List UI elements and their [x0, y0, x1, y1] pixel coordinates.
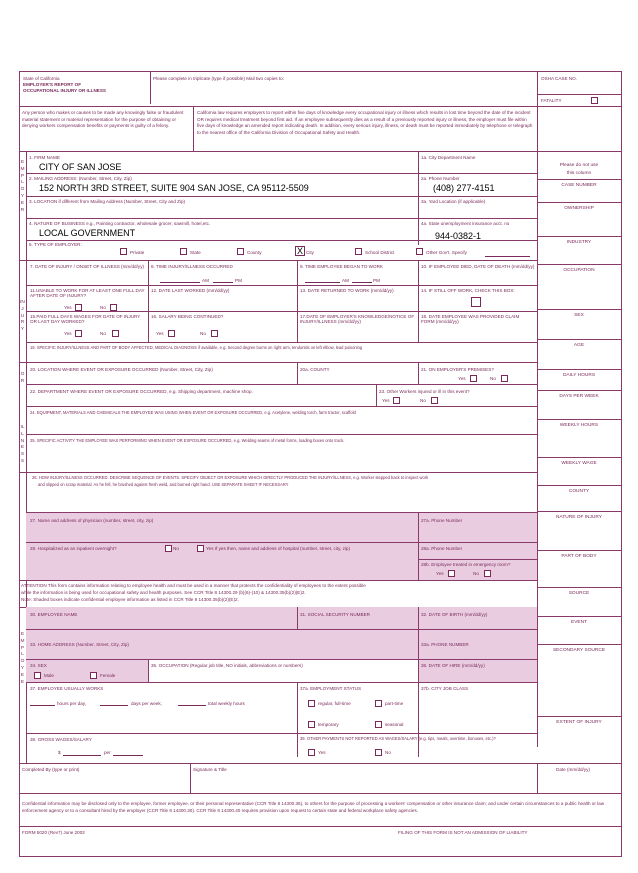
rc-item-3: OCCUPATION: [563, 268, 595, 273]
l11-no-box[interactable]: [110, 304, 117, 311]
still-off-checkbox[interactable]: [471, 297, 481, 307]
premises-label: 21. ON EMPLOYER'S PREMISES?: [421, 367, 494, 372]
county-label: 20a. COUNTY: [300, 367, 330, 372]
male-label: Male: [44, 673, 54, 678]
employee-name-label: 30. EMPLOYEE NAME: [30, 612, 78, 617]
how-occurred-label: 26. HOW INJURY/ILLNESS OCCURRED. DESCRIBE SEQUENCE OF EVENTS. SPECIFY OBJECT OR EXPOSURE WHICH DIRECTLY PRODUCED THE INJURY/ILLNESS, e.g. Worker stepped back to inspect work: [32, 475, 429, 480]
l39-yes: Yes: [318, 750, 326, 755]
claim-form-date-label: 18. DATE EMPLOYEE WAS PROVIDED CLAIM FORM (mm/dd/yy): [421, 314, 520, 325]
rc-item-4: SEX: [574, 313, 584, 318]
type-city: City: [306, 250, 314, 255]
city-checkbox[interactable]: [295, 246, 305, 256]
other-checkbox[interactable]: [416, 248, 423, 255]
date-returned-label: 13. DATE RETURNED TO WORK (mm/dd/yy): [300, 288, 394, 293]
firm-name-label: 1. FIRM NAME: [29, 155, 60, 160]
gross-wages-label: 38. GROSS WAGES/SALARY: [30, 737, 92, 742]
rc-item-14: EVENT: [571, 620, 587, 625]
date-signed-label: Date (mm/dd/yy): [556, 767, 590, 772]
l39-yes-box[interactable]: [308, 749, 315, 756]
rc-item-13: SOURCE: [568, 591, 590, 596]
state-checkbox[interactable]: [180, 248, 187, 255]
l15-yes: Yes: [64, 331, 72, 336]
type-private: Private: [130, 250, 145, 255]
attention-line-2: while the information is being used for occupational safety and health purposes. See CCR Title 8 14300.29 (b)(6)-(10) & 14300.35(b)(2)(E)2.: [21, 590, 306, 595]
l28-yes-box[interactable]: [197, 545, 204, 552]
ssn-label: 31. SOCIAL SECURITY NUMBER: [300, 612, 370, 617]
l28b-no-box[interactable]: [484, 570, 491, 577]
rc-item-7: DAYS PER WEEK: [559, 394, 599, 399]
type-other: Other Gov't. Specify: [426, 250, 467, 255]
dob-label: 32. DATE OF BIRTH (mm/dd/yy): [421, 612, 488, 617]
rc-divider: [537, 179, 622, 180]
paid-full-label: 15.PAID FULL DAYS WAGES FOR DATE OF INJURY OR LAST DAY WORKED?: [30, 314, 141, 325]
type-county: County: [247, 250, 262, 255]
equipment-label: 24. EQUIPMENT, MATERIALS AND CHEMICALS THE EMPLOYEE WAS USING WHEN EVENT OR EXPOSURE OCCURRED, e.g. Acetylene, welding torch, farm tractor, scaffold: [30, 410, 356, 415]
completed-by-label: Completed By (type or print): [22, 767, 80, 772]
date-injury-label: 7. DATE OF INJURY / ONSET OF ILLNESS (mm/dd/yy): [30, 264, 145, 269]
hours-per-day: hours per day,: [57, 701, 87, 706]
regular-label: regular, full-time: [318, 701, 351, 706]
temporary-label: temporary: [318, 722, 339, 727]
hospitalized-label: 28. Hospitalized as an inpatient overnight?: [30, 546, 117, 551]
rc-divider: [537, 202, 622, 203]
rc-item-8: WEEKLY HOURS: [559, 423, 599, 428]
home-phone-label: 33a. PHONE NUMBER: [421, 642, 469, 647]
physician-label: 27. Name and address of physician (number, street, city, zip): [30, 518, 154, 523]
type-school: School District: [365, 250, 395, 255]
seasonal-checkbox[interactable]: [375, 721, 382, 728]
fatality-label: FATALITY: [541, 98, 562, 103]
l11-no: No: [100, 305, 106, 310]
hospital-phone-label: 28a. Phone Number: [421, 546, 463, 551]
ui-acct-value[interactable]: 944-0382-1: [435, 231, 482, 241]
time-am: AM: [202, 278, 209, 283]
l39-no-box[interactable]: [375, 749, 382, 756]
l28b-yes-box[interactable]: [448, 570, 455, 577]
rc-divider: [537, 236, 622, 237]
female-checkbox[interactable]: [90, 672, 97, 679]
l11-yes-box[interactable]: [75, 304, 82, 311]
date-death-label: 10. IF EMPLOYEE DIED, DATE OF DEATH (mm/dd/yy): [421, 264, 535, 269]
l23-yes-box[interactable]: [393, 397, 400, 404]
injury-side-label: INJURY: [20, 300, 25, 333]
time-occurred-label: 8. TIME INJURY/ILLNESS OCCURRED: [151, 264, 233, 269]
employer-type-label: 5. TYPE OF EMPLOYER:: [29, 242, 82, 247]
unable-work-label: 11.UNABLE TO WORK FOR AT LEAST ONE FULL DAY AFTER DATE OF INJURY?: [30, 288, 145, 299]
mail-instructions: Please complete in triplicate (type if possible) Mail two copies to:: [153, 76, 284, 81]
nature-business-label: 4. NATURE OF BUSINESS e.g., Painting contractor, wholesale grocer, sawmill, hotel,etc.: [29, 221, 211, 226]
rc-divider: [537, 511, 622, 512]
specific-injury-label: 19. SPECIFIC INJURY/ILLNESS AND PART OF BODY AFFECTED, MEDICAL DIAGNOSIS if available, e.g. Second degree burns on right arm, tendonitis on left elbow, lead poisoning: [30, 345, 363, 350]
l15-no-box[interactable]: [112, 330, 119, 337]
admission-note: FILING OF THIS FORM IS NOT AN ADMISSION OF LIABILITY: [398, 830, 528, 835]
rc-divider: [537, 369, 622, 370]
nature-business-value[interactable]: LOCAL GOVERNMENT: [39, 228, 136, 238]
l16-yes: Yes: [156, 331, 164, 336]
temporary-checkbox[interactable]: [308, 721, 315, 728]
still-off-label: 14. IF STILL OFF WORK, CHECK THIS BOX:: [421, 288, 515, 293]
yard-location-label: 3a. Yard Location (if applicable): [421, 199, 486, 204]
male-checkbox[interactable]: [34, 672, 41, 679]
event-location-label: 20. LOCATION WHERE EVENT OR EXPOSURE OCCURRED (Number, Street, City, Zip): [30, 367, 213, 372]
l23-no: No: [420, 398, 426, 403]
how-occurred-label-2: and slipped on scrap material. As he fell, he brushed against fresh weld, and burned right hand. USE SEPARATE SHEET IF NECESSARY: [38, 482, 289, 487]
form-number: FORM 5020 (Rev7) June 2002: [22, 830, 85, 835]
l16-no-box[interactable]: [211, 330, 218, 337]
l23-yes: Yes: [382, 398, 390, 403]
employer-side-label: EMPLOYER: [20, 160, 25, 213]
employment-status-label: 37a. EMPLOYMENT STATUS: [300, 686, 362, 691]
began-pm: PM: [373, 278, 380, 283]
felony-warning: Any person who makes or causes to be made any knowingly false or fraudulent material statement or material representation for the purpose of obtaining or denying workers compensation benefits or payments is guilty of a felony.: [22, 110, 184, 129]
phone-label: 2a. Phone Number: [421, 176, 460, 181]
osha-case-label: OSHA CASE NO.: [541, 76, 577, 81]
rc-divider: [537, 616, 622, 617]
l21-no-box[interactable]: [501, 375, 508, 382]
days-per-week: days per week,: [131, 701, 162, 706]
l15-yes-box[interactable]: [75, 330, 82, 337]
phone-value[interactable]: (408) 277-4151: [433, 183, 495, 193]
occupation-label: 35. OCCUPATION (Regular job title, NO initials, abbreviations or numbers): [151, 663, 303, 668]
mailing-address-value[interactable]: 152 NORTH 3RD STREET, SUITE 904 SAN JOSE, CA 95112-5509: [39, 183, 309, 193]
l11-yes: Yes: [64, 305, 72, 310]
l21-yes-box[interactable]: [470, 375, 477, 382]
private-checkbox[interactable]: [120, 248, 127, 255]
rc-item-16: EXTENT OF INJURY: [556, 720, 602, 725]
ui-acct-label: 4a. State unemployment insurance acct. no: [421, 221, 510, 226]
sex-label: 34. SEX: [30, 663, 47, 668]
or-side-label: OR: [20, 372, 25, 384]
l21-yes: Yes: [458, 376, 466, 381]
employee-side-label: EMPLOYEE: [20, 632, 25, 685]
rc-divider: [537, 390, 622, 391]
city-check-mark: X: [297, 246, 304, 256]
home-address-label: 33. HOME ADDRESS (Number, Street, City, Zip): [30, 642, 129, 647]
physician-phone-label: 27a. Phone Number: [421, 518, 463, 523]
rc-item-2: INDUSTRY: [566, 240, 592, 245]
rc-divider: [537, 309, 622, 310]
l16-yes-box[interactable]: [168, 330, 175, 337]
rc-divider: [537, 339, 622, 340]
form-title: EMPLOYER'S REPORT OF: [23, 82, 82, 87]
city-dept-label: 1a. City Department Name: [421, 155, 476, 160]
l28b-yes: Yes: [436, 571, 444, 576]
l39-no: No: [385, 750, 391, 755]
rc-item-1: OWNERSHIP: [564, 206, 594, 211]
county-checkbox[interactable]: [237, 248, 244, 255]
rc-divider: [537, 550, 622, 551]
hire-date-label: 36. DATE OF HIRE (mm/dd/yy): [421, 663, 485, 668]
type-state: State: [190, 250, 201, 255]
rc-item-0: CASE NUMBER: [561, 183, 597, 188]
other-workers-label: 23. Other Workers injured or ill in this event?: [379, 389, 470, 394]
confidential-note: Confidential information may be disclosed only to the employee, former employee, or their personal representative (CCR Title 8 14300.35), to others for the purpose of processing a workers' compensation or other insurance claim; and under certain circumstances to a public health or law enforcement agency or to a consultant hired by the employer (CCR Title 8 14300.30). CCR Title 8 14300.40 requires provision upon request to certain state and federal workplace safety agencies.: [22, 801, 605, 813]
signature-label: Signature & Title: [193, 767, 227, 772]
hospital-label: Yes If yes then, name and address of hospital (number, street, city, zip): [206, 546, 351, 551]
state-label: State of California: [23, 76, 60, 81]
rc-item-6: DAILY HOURS: [562, 373, 596, 378]
rc-item-10: COUNTY: [568, 489, 590, 494]
rc-divider: [537, 264, 622, 265]
usually-works-label: 37. EMPLOYEE USUALLY WORKS: [30, 686, 104, 691]
l21-no: No: [490, 376, 496, 381]
salary-continued-label: 16. SALARY BEING CONTINUED?: [151, 314, 224, 319]
rc-divider: [537, 587, 622, 588]
fatality-checkbox[interactable]: [591, 97, 598, 104]
l23-no-box[interactable]: [431, 397, 438, 404]
activity-label: 25. SPECIFIC ACTIVITY THE EMPLOYEE WAS PERFORMING WHEN EVENT OR EXPOSURE OCCURRED, e.g. Welding seams of metal forms, loading boxes onto truck.: [30, 438, 345, 443]
rc-item-5: AGE: [573, 343, 585, 348]
seasonal-label: seasonal: [385, 722, 404, 727]
part-time-checkbox[interactable]: [375, 700, 382, 707]
part-time-label: part-time: [385, 701, 404, 706]
rc-divider: [537, 644, 622, 645]
rc-this-col: this column: [566, 171, 592, 176]
began-am: AM: [342, 278, 349, 283]
dollar-sign: $: [58, 750, 61, 755]
er-label: 28b. Employee treated in emergency room?: [421, 562, 511, 567]
rc-divider: [537, 419, 622, 420]
date-last-worked-label: 12. DATE LAST WORKED (mm/dd/yy): [151, 288, 230, 293]
female-label: Female: [100, 673, 116, 678]
knowledge-date-label: 17.DATE OF EMPLOYER'S KNOWLEDGE/NOTICE OF INJURY/ILLNESS (mm/dd/yy): [300, 314, 415, 325]
physician-box[interactable]: [26, 512, 537, 542]
rc-item-11: NATURE OF INJURY: [556, 515, 602, 520]
time-began-label: 9. TIME EMPLOYEE BEGAN TO WORK: [300, 264, 383, 269]
rc-divider: [537, 485, 622, 486]
attention-line-1: ATTENTION This form contains information relating to employee health and must be used in a manner that protects the confidentiality of employees to the extent possible: [21, 583, 366, 588]
rc-divider: [537, 457, 622, 458]
illness-side-label: ILLNESS: [20, 425, 25, 464]
department-label: 22. DEPARTMENT WHERE EVENT OR EXPOSURE OCCURRED, e.g. Shipping department, machine shop.: [30, 389, 253, 394]
location-label: 3. LOCATION if different from Mailing Address (Number, Street, City and Zip): [29, 199, 186, 204]
l15-no: No: [100, 331, 106, 336]
city-job-class-label: 37b. CITY JOB CLASS: [421, 686, 469, 691]
regular-checkbox[interactable]: [308, 700, 315, 707]
rc-item-15: SECONDARY SOURCE: [552, 648, 606, 653]
other-payments-label: 39. OTHER PAYMENTS NOT REPORTED AS WAGES/SALARY (e.g. tips, meals, overtime, bonuses, etc.)?: [300, 736, 496, 741]
rc-divider: [537, 716, 622, 717]
time-pm: PM: [235, 278, 242, 283]
per-label: per: [104, 750, 111, 755]
rc-item-12: PART OF BODY: [561, 554, 597, 559]
l28-no: No: [173, 546, 179, 551]
rc-item-9: WEEKLY WAGE: [561, 461, 597, 466]
firm-name-value[interactable]: CITY OF SAN JOSE: [39, 162, 122, 172]
law-notice: California law requires employers to report within five days of knowledge every occupational injury or illness which results in lost time beyond the date of the incident OR requires medical treatment beyond first aid. If an employee subsequently dies as a result of a previously reported injury or illness, the employer must file within five days of knowledge an amended report indicating death. In addition, every serious injury, illness, or death must be reported immediately by telephone or telegraph to the nearest office of the California Division of Occupational Safety and Health.: [197, 110, 533, 135]
l28-no-box[interactable]: [165, 545, 172, 552]
mailing-address-label: 2. MAILING ADDRESS: (Number, Street, City, Zip): [29, 176, 132, 181]
weekly-hours: total weekly hours: [208, 701, 245, 706]
rc-please: Please do not use: [559, 163, 599, 168]
l16-no: No: [200, 331, 206, 336]
school-checkbox[interactable]: [355, 248, 362, 255]
l28b-no: No: [473, 571, 479, 576]
form-subtitle: OCCUPATIONAL INJURY OR ILLNESS: [23, 88, 106, 93]
attention-line-3: Note: Shaded boxes indicate confidential employee information as listed in CCR Title 8 14300.35(b)(2)(E)2.: [21, 597, 239, 602]
